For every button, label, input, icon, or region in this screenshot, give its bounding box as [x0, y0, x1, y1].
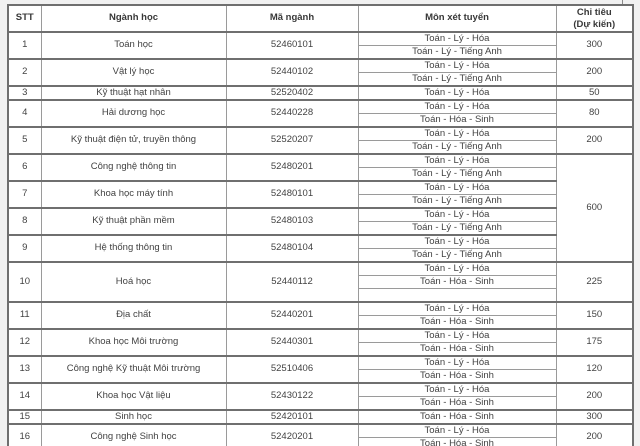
subject-cell: Toán - Hóa - Sinh: [358, 397, 556, 411]
major-code-cell: 52520402: [226, 86, 358, 100]
subject-cell: Toán - Hóa - Sinh: [358, 370, 556, 384]
major-name-cell: Hải dương học: [41, 100, 226, 127]
stt-cell: 15: [8, 410, 41, 424]
subject-cell: Toán - Lý - Hóa: [358, 356, 556, 370]
subject-cell: Toán - Lý - Tiếng Anh: [358, 249, 556, 263]
subject-cell: [358, 289, 556, 303]
table-row: [8, 181, 633, 195]
subject-cell: Toán - Lý - Hóa: [358, 86, 556, 100]
subject-cell: Toán - Lý - Hóa: [358, 32, 556, 46]
table-row: [8, 424, 633, 438]
subject-cell: Toán - Lý - Hóa: [358, 127, 556, 141]
table-row: [8, 302, 633, 316]
major-name-cell: Toán học: [41, 32, 226, 59]
table-row: [8, 356, 633, 370]
stt-cell: 7: [8, 181, 41, 208]
subject-cell: Toán - Lý - Hóa: [358, 262, 556, 276]
major-name-cell: Kỹ thuật điện tử, truyền thông: [41, 127, 226, 154]
quota-cell: 200: [556, 383, 633, 410]
col-header-chi-tieu-line1: Chỉ tiêu: [576, 7, 612, 19]
major-name-cell: Kỹ thuật phần mềm: [41, 208, 226, 235]
subject-cell: Toán - Lý - Tiếng Anh: [358, 195, 556, 209]
major-name-cell: Khoa học Môi trường: [41, 329, 226, 356]
table-row: [8, 208, 633, 222]
subject-cell: Toán - Lý - Hóa: [358, 208, 556, 222]
stt-cell: 5: [8, 127, 41, 154]
quota-cell: 300: [556, 32, 633, 59]
stt-cell: 8: [8, 208, 41, 235]
subject-cell: Toán - Lý - Hóa: [358, 59, 556, 73]
table-row: [8, 59, 633, 73]
major-name-cell: Vật lý học: [41, 59, 226, 86]
subject-cell: Toán - Hóa - Sinh: [358, 114, 556, 128]
subject-cell: Toán - Lý - Tiếng Anh: [358, 46, 556, 60]
table-row: [8, 32, 633, 46]
major-code-cell: 52480101: [226, 181, 358, 208]
major-code-cell: 52460101: [226, 32, 358, 59]
subject-cell: Toán - Hóa - Sinh: [358, 316, 556, 330]
major-code-cell: 52440228: [226, 100, 358, 127]
quota-cell: 80: [556, 100, 633, 127]
quota-cell: 175: [556, 329, 633, 356]
col-header-chi-tieu-line2: (Dự kiến): [573, 18, 616, 30]
major-name-cell: Công nghệ Kỹ thuật Môi trường: [41, 356, 226, 383]
stt-cell: 3: [8, 86, 41, 100]
major-name-cell: Khoa học máy tính: [41, 181, 226, 208]
major-name-cell: Hệ thống thông tin: [41, 235, 226, 262]
major-name-cell: Hoá học: [41, 262, 226, 302]
col-header-chi-tieu: [556, 5, 633, 32]
major-code-cell: 52420101: [226, 410, 358, 424]
quota-cell: 120: [556, 356, 633, 383]
quota-cell: 150: [556, 302, 633, 329]
subject-cell: Toán - Lý - Hóa: [358, 181, 556, 195]
subject-cell: Toán - Hóa - Sinh: [358, 410, 556, 424]
table-body: [8, 32, 633, 446]
subject-cell: Toán - Lý - Hóa: [358, 154, 556, 168]
subject-cell: Toán - Lý - Tiếng Anh: [358, 141, 556, 155]
quota-cell: 600: [556, 154, 633, 262]
header-row: [8, 5, 633, 32]
stt-cell: 2: [8, 59, 41, 86]
subject-cell: Toán - Lý - Hóa: [358, 424, 556, 438]
major-code-cell: 52430122: [226, 383, 358, 410]
major-code-cell: 52440102: [226, 59, 358, 86]
major-code-cell: 52420201: [226, 424, 358, 446]
subject-cell: Toán - Lý - Hóa: [358, 329, 556, 343]
table-row: [8, 262, 633, 276]
major-code-cell: 52480201: [226, 154, 358, 181]
stt-cell: 4: [8, 100, 41, 127]
subject-cell: Toán - Lý - Hóa: [358, 302, 556, 316]
quota-cell: 200: [556, 424, 633, 446]
major-name-cell: Công nghệ Sinh học: [41, 424, 226, 446]
quota-cell: 200: [556, 127, 633, 154]
major-name-cell: Khoa học Vật liệu: [41, 383, 226, 410]
col-header-mon-xet-tuyen: Môn xét tuyển: [358, 5, 556, 32]
stt-cell: 6: [8, 154, 41, 181]
subject-cell: Toán - Hóa - Sinh: [358, 438, 556, 446]
major-name-cell: Kỹ thuật hạt nhân: [41, 86, 226, 100]
subject-cell: Toán - Lý - Tiếng Anh: [358, 222, 556, 236]
stt-cell: 11: [8, 302, 41, 329]
col-header-nganh-hoc: Ngành học: [41, 5, 226, 32]
major-code-cell: 52480103: [226, 208, 358, 235]
table-row: [8, 235, 633, 249]
major-code-cell: 52440201: [226, 302, 358, 329]
subject-cell: Toán - Lý - Tiếng Anh: [358, 168, 556, 182]
quota-cell: 300: [556, 410, 633, 424]
major-code-cell: 52510406: [226, 356, 358, 383]
stt-cell: 14: [8, 383, 41, 410]
admissions-table: [7, 4, 634, 446]
major-name-cell: Công nghệ thông tin: [41, 154, 226, 181]
major-code-cell: 52520207: [226, 127, 358, 154]
stt-cell: 10: [8, 262, 41, 302]
stt-cell: 12: [8, 329, 41, 356]
major-code-cell: 52440301: [226, 329, 358, 356]
major-name-cell: Địa chất: [41, 302, 226, 329]
table-row: [8, 383, 633, 397]
major-code-cell: 52440112: [226, 262, 358, 302]
table-row: [8, 410, 633, 424]
quota-cell: 200: [556, 59, 633, 86]
stt-cell: 1: [8, 32, 41, 59]
table-row: [8, 127, 633, 141]
stt-cell: 9: [8, 235, 41, 262]
subject-cell: Toán - Lý - Hóa: [358, 100, 556, 114]
table-row: [8, 86, 633, 100]
quota-cell: 225: [556, 262, 633, 302]
table-row: [8, 154, 633, 168]
stt-cell: 13: [8, 356, 41, 383]
stt-cell: 16: [8, 424, 41, 446]
major-code-cell: 52480104: [226, 235, 358, 262]
col-header-stt: STT: [8, 5, 41, 32]
major-name-cell: Sinh học: [41, 410, 226, 424]
col-header-ma-nganh: Mã ngành: [226, 5, 358, 32]
subject-cell: Toán - Hóa - Sinh: [358, 276, 556, 289]
subject-cell: Toán - Hóa - Sinh: [358, 343, 556, 357]
quota-cell: 50: [556, 86, 633, 100]
table-row: [8, 100, 633, 114]
table-row: [8, 329, 633, 343]
table-header: [8, 5, 633, 32]
subject-cell: Toán - Lý - Tiếng Anh: [358, 73, 556, 87]
subject-cell: Toán - Lý - Hóa: [358, 383, 556, 397]
subject-cell: Toán - Lý - Hóa: [358, 235, 556, 249]
